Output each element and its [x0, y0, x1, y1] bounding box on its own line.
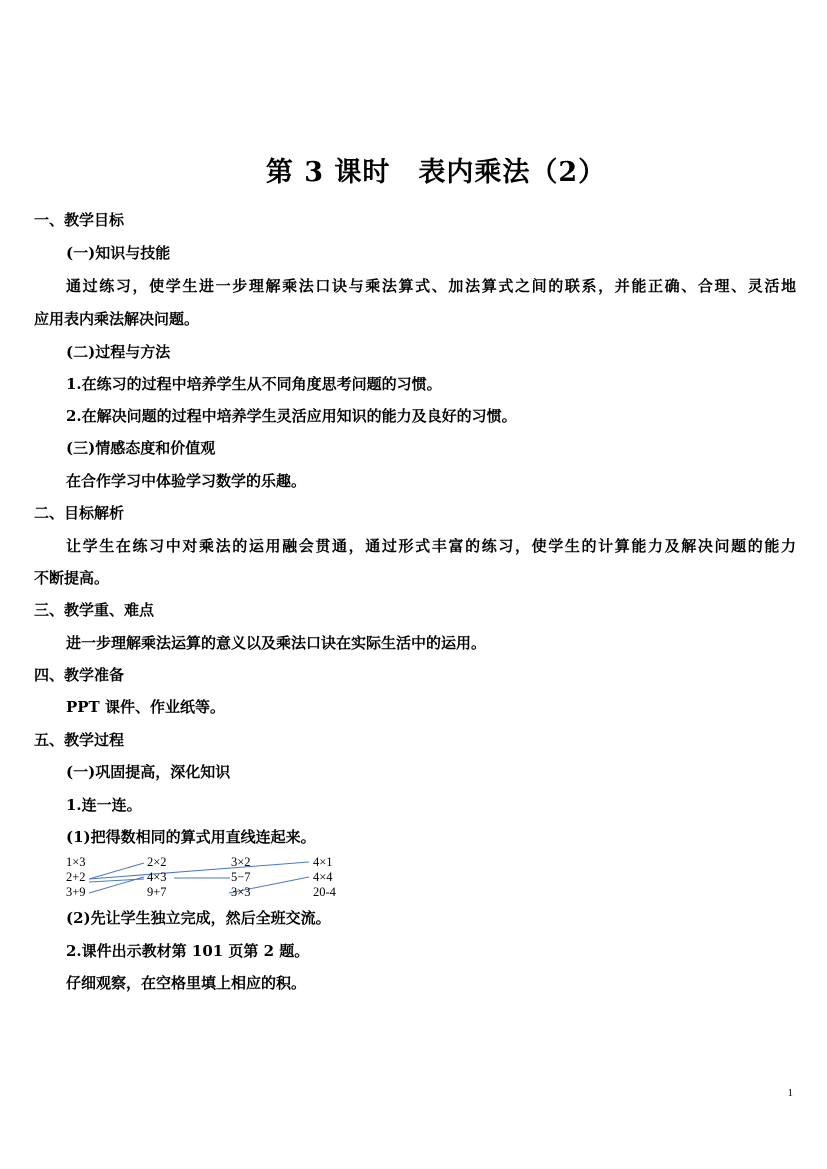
expr-col3-row2: 5−7: [231, 870, 251, 884]
expr-col3-row1: 3×2: [231, 855, 251, 869]
expr-col1-row2: 2+2: [66, 870, 86, 884]
section-heading-preparation: 四、教学准备: [34, 666, 125, 684]
section-heading-objectives: 一、教学目标: [34, 211, 125, 229]
matching-figure: [64, 853, 354, 899]
paragraph-fill-product: 仔细观察，在空格里填上相应的积。: [66, 974, 307, 992]
page-title: 第 3 课时 表内乘法（2）: [265, 157, 607, 188]
paragraph-knowledge-line1: 通过练习，使学生进一步理解乘法口诀与乘法算式、加法算式之间的联系，并能正确、合理、灵活地: [66, 277, 796, 295]
expr-col1-row1: 1×3: [66, 855, 86, 869]
subheading-process: (二)过程与方法: [66, 343, 171, 361]
match-line-2x2-4x1: [89, 862, 309, 879]
paragraph-attitude: 在合作学习中体验学习数学的乐趣。: [66, 472, 307, 490]
expr-col4-row1: 4×1: [313, 855, 333, 869]
list-item-connect-2: (2)先让学生独立完成，然后全班交流。: [66, 909, 331, 927]
paragraph-analysis-line2: 不断提高。: [34, 569, 110, 587]
subheading-attitude: (三)情感态度和价值观: [66, 439, 216, 457]
match-line-3plus9-4x3: [89, 877, 144, 893]
section-heading-key-points: 三、教学重、难点: [34, 601, 155, 619]
list-item-textbook: 2.课件出示教材第 101 页第 2 题。: [66, 942, 310, 960]
paragraph-preparation: PPT 课件、作业纸等。: [66, 698, 225, 716]
expr-col2-row3: 9+7: [147, 885, 167, 899]
expr-col1-row3: 3+9: [66, 885, 86, 899]
expr-col2-row1: 2×2: [147, 855, 167, 869]
expr-col3-row3: 3×3: [231, 885, 251, 899]
section-heading-analysis: 二、目标解析: [34, 504, 125, 522]
list-item-process-2: 2.在解决问题的过程中培养学生灵活应用知识的能力及良好的习惯。: [66, 407, 517, 425]
subheading-consolidate: (一)巩固提高，深化知识: [66, 763, 231, 781]
subheading-knowledge: (一)知识与技能: [66, 244, 171, 262]
list-item-connect-1: (1)把得数相同的算式用直线连起来。: [66, 828, 316, 846]
paragraph-key-points: 进一步理解乘法运算的意义以及乘法口诀在实际生活中的运用。: [66, 634, 487, 652]
paragraph-analysis-line1: 让学生在练习中对乘法的运用融会贯通，通过形式丰富的练习，使学生的计算能力及解决问题的能力: [66, 537, 796, 555]
list-item-process-1: 1.在练习的过程中培养学生从不同角度思考问题的习惯。: [66, 375, 442, 393]
paragraph-knowledge-line2: 应用表内乘法解决问题。: [34, 310, 200, 328]
expr-col2-row2: 4×3: [147, 870, 167, 884]
list-item-connect: 1.连一连。: [66, 796, 142, 814]
expr-col4-row3: 20-4: [313, 885, 336, 899]
page-number: 1: [787, 1087, 793, 1099]
expr-col4-row2: 4×4: [313, 870, 333, 884]
section-heading-process: 五、教学过程: [34, 731, 125, 749]
